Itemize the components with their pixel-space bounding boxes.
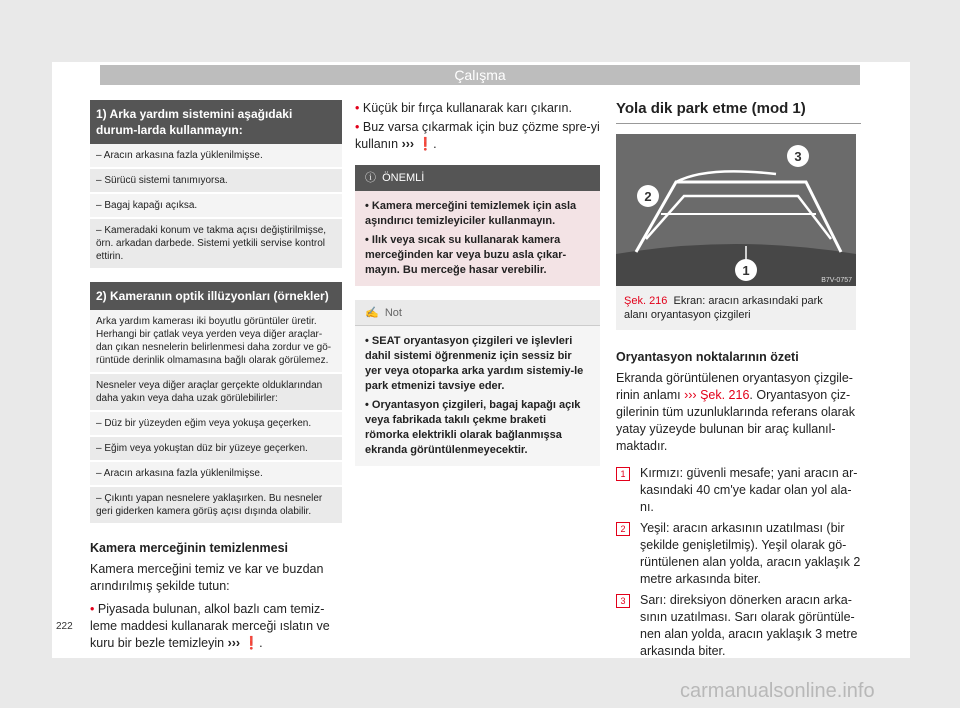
warning-title: ÖNEMLİ bbox=[382, 172, 425, 184]
warning-header bbox=[355, 165, 600, 191]
bullet-dot-icon: • bbox=[355, 120, 363, 134]
camera-figure bbox=[616, 134, 856, 286]
figure-caption bbox=[616, 286, 856, 330]
note-item: • SEAT oryantasyon çizgileri ve işlevleri dahil sistemi öğrenmeniz için sessiz bir yer veya otoparka arka yardım sistemiy-le park etmenizi tavsiye eder. bbox=[365, 335, 584, 392]
box1-row: – Aracın arkasına fazla yüklenilmişse. bbox=[90, 144, 342, 169]
warning-icon: ❗ bbox=[243, 636, 260, 650]
bullet-text: Piyasada bulunan, alkol bazlı cam temiz-leme maddesi kullanarak merceği ıslatın ve kuru bir bezle temizleyin bbox=[90, 602, 330, 650]
bullet-2: • Buz varsa çıkarmak için buz çözme spre-yi kullanın ››› ❗. bbox=[355, 120, 600, 151]
box2-row: Nesneler veya diğer araçlar gerçekte olduklarından daha yakın veya daha uzak görülebilirler: bbox=[90, 374, 342, 412]
box2-row: Arka yardım kamerası iki boyutlu görüntüler üretir. Herhangi bir çatlak veya yerden veya diğer araçlar-dan çıkan nesnelerin belirlenmesi daha zordur ve gö-rüntüde derinlik olmamasına bağlı olarak görülemez. bbox=[90, 310, 342, 374]
note-item: • Oryantasyon çizgileri, bagaj kapağı açık veya fabrikada takılı çekme braketi römorka elektrikli olarak bağlanmışsa ekranda görüntülenmeyecektir. bbox=[365, 399, 581, 456]
ref-arrows[interactable]: ››› bbox=[227, 636, 241, 650]
svg-text:2: 2 bbox=[644, 189, 652, 204]
bullet-text: Buz varsa çıkarmak için buz çözme spre-yi kullanın bbox=[355, 120, 600, 151]
legend-item-3: 3 Sarı: direksiyon dönerken aracın arka-sının uzatılması. Sarı olarak görüntüle-nen alan yolda, aracın yaklaşık 3 metre arkasında biter. bbox=[616, 592, 861, 660]
column-left bbox=[90, 100, 342, 652]
bullet-dot-icon: • bbox=[355, 101, 363, 115]
page-number: 222 bbox=[56, 621, 73, 632]
box1-row: – Bagaj kapağı açıksa. bbox=[90, 194, 342, 219]
note-header bbox=[355, 300, 600, 326]
note-body bbox=[355, 326, 600, 466]
bullet-1 bbox=[355, 100, 600, 117]
legend-number: 2 bbox=[616, 522, 630, 536]
column-middle bbox=[355, 100, 600, 466]
caption-text: Ekran: aracın arkasındaki park alanı oryantasyon çizgileri bbox=[624, 295, 823, 321]
svg-text:3: 3 bbox=[794, 149, 802, 164]
legend-number: 3 bbox=[616, 594, 630, 608]
cleaning-para: Kamera merceğini temiz ve kar ve buzdan arındırılmış şekilde tutun: bbox=[90, 562, 324, 593]
warning-item: • Kamera merceğini temizlemek için asla aşındırıcı temizleyiciler kullanmayın. bbox=[365, 200, 577, 227]
warning-box bbox=[355, 165, 600, 286]
note-box bbox=[355, 300, 600, 466]
warning-item: • Ilık veya sıcak su kullanarak kamera merceğinden kar veya buzu asla çıkar-mayın. Bu merceğe hasar verebilir. bbox=[365, 234, 567, 276]
parking-lines-illustration bbox=[616, 134, 856, 286]
box1-title: 1) Arka yardım sistemini aşağıdaki durum-larda kullanmayın: bbox=[90, 100, 342, 144]
note-title: Not bbox=[384, 307, 402, 319]
summary-heading: Oryantasyon noktalarının özeti bbox=[616, 350, 799, 364]
column-right bbox=[616, 100, 861, 660]
box2-row: – Eğim veya yokuştan düz bir yüzeye geçerken. bbox=[90, 437, 342, 462]
warning-icon: ❗ bbox=[417, 137, 434, 151]
page-header: Çalışma bbox=[100, 65, 860, 85]
figure-ref-link[interactable]: ››› Şek. 216 bbox=[684, 388, 750, 402]
bullet-dot-icon: • bbox=[90, 602, 98, 616]
cleaning-heading: Kamera merceğinin temizlenmesi bbox=[90, 541, 288, 555]
legend-number: 1 bbox=[616, 467, 630, 481]
warning-circle-icon: ⓘ bbox=[365, 172, 376, 184]
legend-item-1: 1 Kırmızı: güvenli mesafe; yani aracın ar-kasındaki 40 cm'ye kadar olan yol ala-nı. bbox=[616, 465, 861, 516]
box2-row: – Düz bir yüzeyden eğim veya yokuşa geçerken. bbox=[90, 412, 342, 437]
summary-para: Ekranda görüntülenen oryantasyon çizgile-rinin anlamı ››› Şek. 216. Oryantasyon çiz-gilerinin tüm uzunluklarında referans olarak yatay yüzeyde bulunan bir araç kullanıl-maktadır. bbox=[616, 371, 856, 453]
note-icon: ✍ bbox=[365, 307, 379, 319]
caption-ref[interactable]: Şek. 216 bbox=[624, 295, 668, 307]
box1-row: – Sürücü sistemi tanımıyorsa. bbox=[90, 169, 342, 194]
ref-arrows[interactable]: ››› bbox=[401, 137, 415, 151]
box1-row: – Kameradaki konum ve takma açısı değiştirilmişse, örn. arkadan darbede. Sistemi yetkili servise kontrol ettirin. bbox=[90, 219, 342, 270]
legend-item-2: 2 Yeşil: aracın arkasının uzatılması (bir şekilde genişletilmiş). Yeşil olarak gö-rüntülenen alan yolda, aracın yaklaşık 2 metre arkasında biter. bbox=[616, 520, 861, 588]
warning-body bbox=[355, 191, 600, 286]
section-title: Yola dik park etme (mod 1) bbox=[616, 100, 861, 124]
watermark: carmanualsonline.info bbox=[680, 680, 875, 702]
svg-text:1: 1 bbox=[742, 263, 750, 278]
cleaning-bullet: • Piyasada bulunan, alkol bazlı cam temiz-leme maddesi kullanarak merceği ıslatın ve kuru bir bezle temizleyin ››› ❗. bbox=[90, 602, 330, 650]
bullet-text: Küçük bir fırça kullanarak karı çıkarın. bbox=[362, 101, 572, 115]
box2-title: 2) Kameranın optik illüzyonları (örnekler) bbox=[90, 282, 342, 310]
box2-row: – Aracın arkasına fazla yüklenilmişse. bbox=[90, 462, 342, 487]
figure-code: B7V-0757 bbox=[821, 277, 852, 284]
box2-row: – Çıkıntı yapan nesnelere yaklaşırken. Bu nesneler geri giderken kamera görüş açısı dışında olabilir. bbox=[90, 487, 342, 525]
